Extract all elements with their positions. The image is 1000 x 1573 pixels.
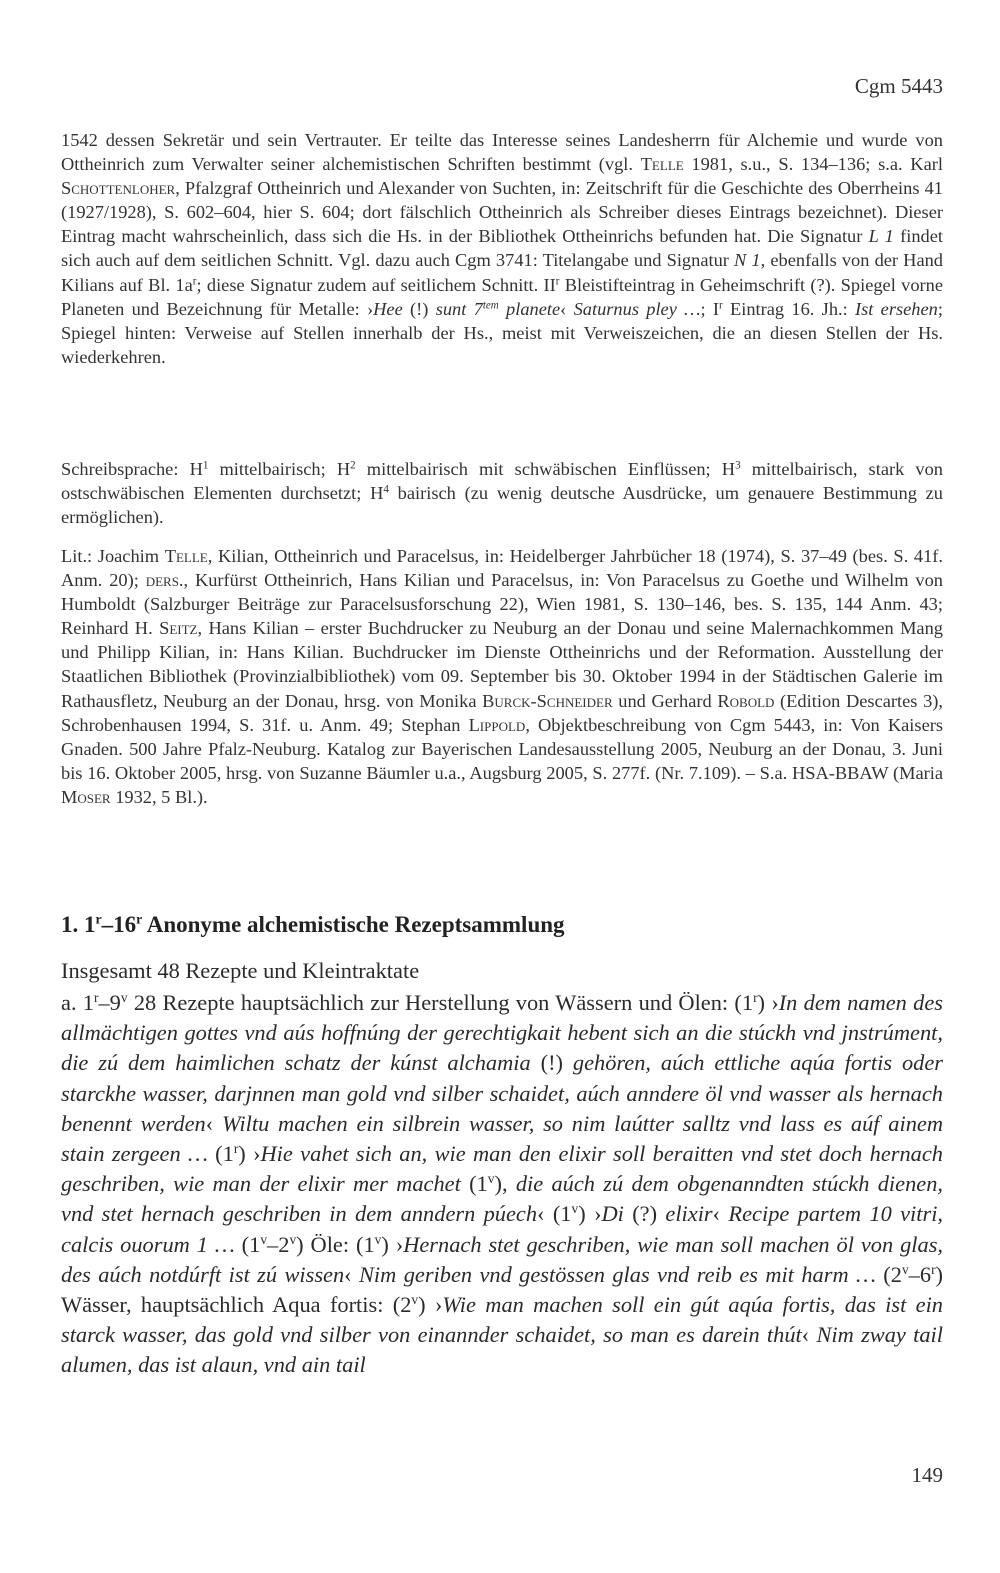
literature-paragraph: Lit.: Joachim Telle, Kilian, Ottheinrich und Paracelsus, in: Heidelberger Jahrbücher 18 (1974), S. 37–49 (bes. S. 41f. Anm. 20); ders., Kurfürst Ottheinrich, Hans Kilian und Paracelsus, in: Von Paracelsus zu Goethe und Wilhelm von Humboldt (Salzburger Beiträge zur Paracelsusforschung 22), Wien 1981, S. 130–146, bes. S. 135, 144 Anm. 43; Reinhard H. Seitz, Hans Kilian – erster Buchdrucker zu Neuburg an der Donau und seine Malernachkommen Mang und Philipp Kilian, in: Hans Kilian. Buchdrucker im Dienste Ottheinrichs und der Reformation. Ausstellung der Staatlichen Bibliothek (Provinzialbibliothek) vom 09. September bis 30. Oktober 1994 in der Städtischen Galerie im Rathausfletz, Neuburg an der Donau, hrsg. von Monika Burck-Schneider und Gerhard Robold (Edition Descartes 3), Schrobenhausen 1994, S. 31f. u. Anm. 49; Stephan Lippold, Objektbeschreibung von Cgm 5443, in: Von Kaisers Gnaden. 500 Jahre Pfalz-Neuburg. Katalog zur Bayerischen Landesausstellung 2005, Neuburg an der Donau, 3. Juni bis 16. Oktober 2005, hrsg. von Suzanne Bäumler u.a., Augsburg 2005, S. 277f. (Nr. 7.109). – S.a. HSA-BBAW (Maria Moser 1932, 5 Bl.). bbox=[61, 546, 944, 807]
author-name: Schottenloher bbox=[61, 178, 176, 199]
author-name: Lippold bbox=[468, 714, 526, 735]
provenance-paragraph: 1542 dessen Sekretär und sein Vertrauter. Er teilte das Interesse seines Landesherrn für Alchemie und wurde von Ottheinrich zum Verwalter seiner alchemistischen Schriften bestimmt (vgl. Telle 1981, s.u., S. 134–136; s.a. Karl Schottenloher, Pfalzgraf Ottheinrich und Alexander von Suchten, in: Zeitschrift für die Geschichte des Oberrheins 41 (1927/1928), S. 602–604, hier S. 604; dort fälschlich Ottheinrich als Schreiber dieses Eintrags bezeichnet). Dieser Eintrag macht wahrscheinlich, dass sich die Hs. in der Bibliothek Ottheinrichs befunden hat. Die Signatur L 1 findet sich auch auf dem seitlichen Schnitt. Vgl. dazu auch Cgm 3741: Titelangabe und Signatur N 1, ebenfalls von der Hand Kilians auf Bl. $1a^r$; diese Signatur zudem auf seitlichem Schnitt. $II^r$ Bleistifteintrag in Geheimschrift (?). Spiegel vorne Planeten und Bezeichnung für Metalle: ›Hee (!) sunt $7^{tem}$ planete‹ Saturnus pley …; $I^r$ Eintrag 16. Jh.: Ist ersehen; Spiegel hinten: Verweise auf Stellen innerhalb der Hs., meist mit Verweiszeichen, die an diesen Stellen der Hs. wiederkehren. bbox=[61, 130, 944, 367]
section-heading: 1. 1$^r$–16$^r$ Anonyme alchemistische Rezeptsammlung bbox=[61, 911, 565, 937]
main-entry-text: a. 1$^r$–9$^v$ 28 Rezepte hauptsächlich zur Herstellung von Wässern und Ölen: (1$^r$) ›In dem namen des allmächtigen gottes vnd aús hoffnúng der gerechtigkait hebent sich an die stúckh vnd jnstrúment, die zú dem haimlichen schatz der kúnst alchamia (!) gehören, aúch ettliche aqúa fortis oder starckhe wasser, darjnnen man gold vnd silber schaidet, aúch anndere öl vnd wasser als hernach benennt werden‹ Wiltu machen ein silbrein wasser, so nim laútter salltz vnd lass es aúf ainem stain zergeen … (1$^r$) ›Hie vahet sich an, wie man den elixir soll beraitten vnd stet doch hernach geschriben, wie man der elixir mer machet (1$^v$), die aúch zú dem obgenanndten stúckh dienen, vnd stet hernach geschriben in dem anndern púech‹ (1$^v$) ›Di (?) elixir‹ Recipe partem 10 vitri, calcis ouorum 1 … (1$^v$–2$^v$) Öle: (1$^v$) ›Hernach stet geschriben, wie man soll machen öl von glas, des aúch notdúrft ist zú wissen‹ Nim geriben vnd gestössen glas vnd reib es mit harm … (2$^v$–6$^r$) Wässer, hauptsächlich Aqua fortis: (2$^v$) ›Wie man machen soll ein gút aqúa fortis, das ist ein starck wasser, das gold vnd silber von einannder schaidet, so man es darein thút‹ Nim zway tail alumen, das ist alaun, vnd ain tail bbox=[61, 989, 944, 1378]
author-name: Telle bbox=[640, 154, 684, 175]
author-name: Telle bbox=[164, 546, 208, 566]
running-header: Cgm 5443 bbox=[854, 74, 943, 98]
author-name: Robold bbox=[717, 690, 775, 711]
section-subtitle: Insgesamt 48 Rezepte und Kleintraktate bbox=[61, 958, 420, 983]
author-name: Seitz bbox=[159, 618, 198, 639]
dialect-paragraph: Schreibsprache: $H^1$ mittelbairisch; $H^2$ mittelbairisch mit schwäbischen Einflüssen; $H^3$ mittelbairisch, stark von ostschwäbischen Elementen durchsetzt; $H^4$ bairisch (zu wenig deutsche Ausdrücke, um genauere Bestimmung zu ermöglichen). bbox=[61, 459, 944, 528]
author-name: Moser bbox=[61, 786, 111, 807]
page-number: 149 bbox=[911, 1463, 943, 1487]
author-name: Burck-Schneider bbox=[482, 690, 613, 711]
author-name: ders. bbox=[145, 570, 184, 591]
